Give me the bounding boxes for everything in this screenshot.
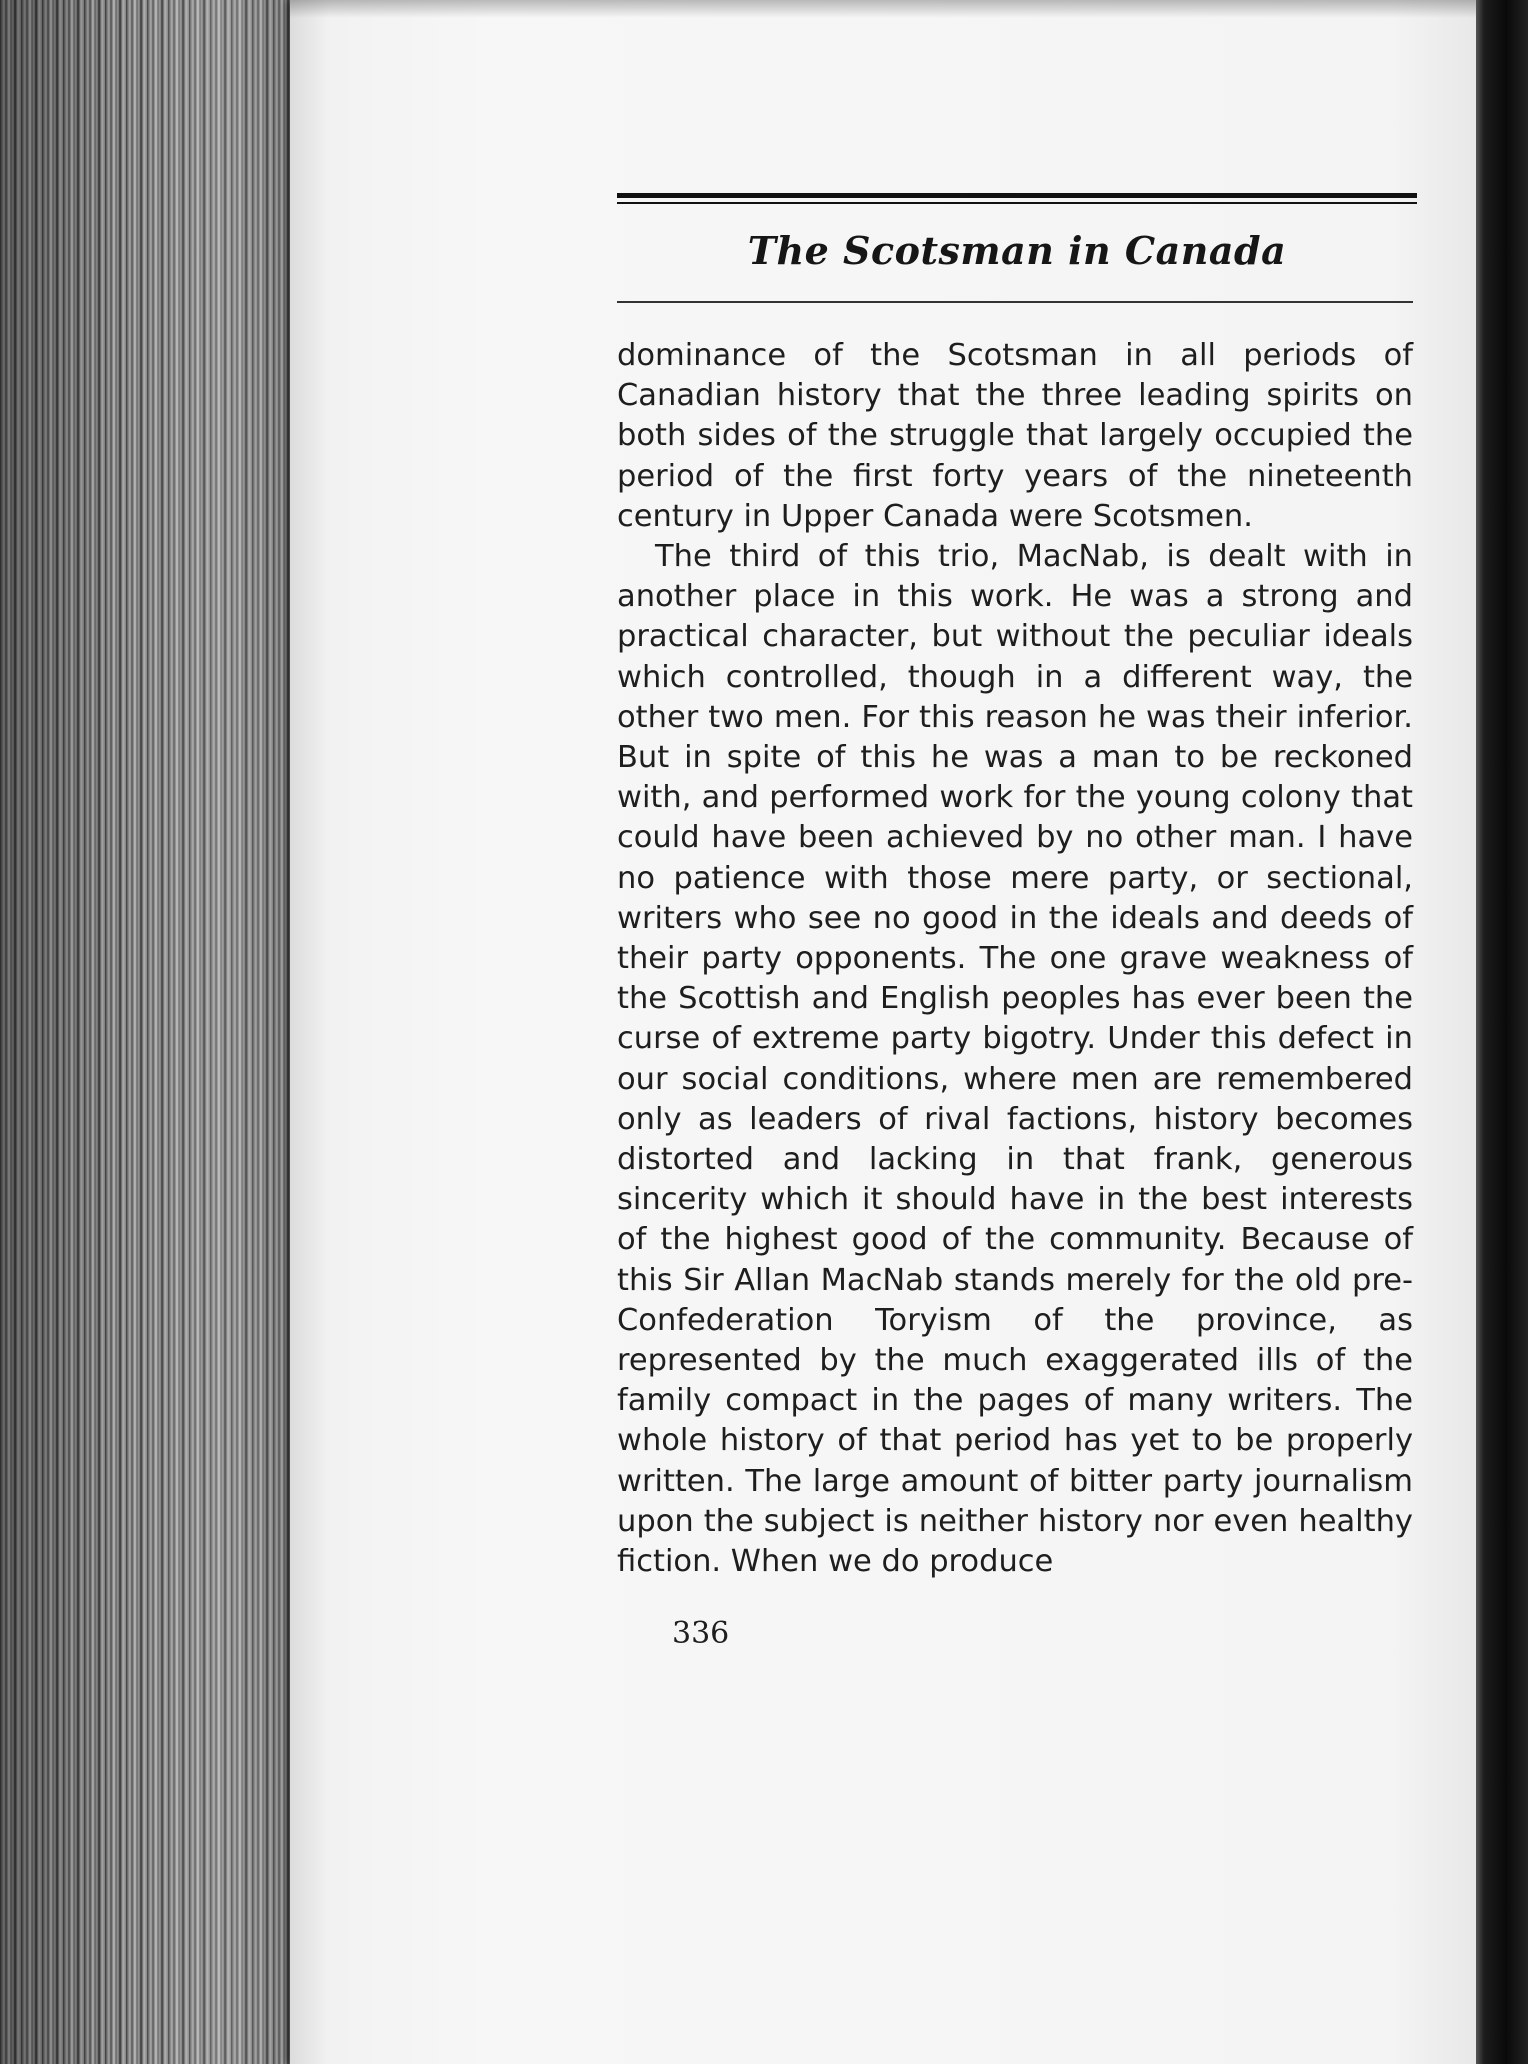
header-rule-thick [617, 193, 1417, 198]
binding-edge [1476, 0, 1528, 2064]
header-rule-thin [617, 202, 1417, 204]
top-shadow [290, 0, 1476, 18]
running-head: The Scotsman in Canada [747, 228, 1287, 273]
paragraph-2: The third of this trio, MacNab, is dealt with in another place in this work. He was a strong and practical character, but without the peculiar ideals which controlled, though in a different way, the other two men. For this reason he was their inferior. But in spite of this he was a man to be reckoned with, and performed work for the young colony that could have been achieved by no other man. I have no patience with those mere party, or sectional, writers who see no good in the ideals and deeds of their party opponents. The one grave weakness of the Scottish and English peoples has ever been the curse of extreme party bigotry. Under this defect in our social conditions, where men are remembered only as leaders of rival factions, history becomes distorted and lacking in that frank, generous sincerity which it should have in the best interests of the highest good of the community. Because of this Sir Allan MacNab stands merely for the old pre-Confederation Toryism of the province, as represented by the much exaggerated ills of the family compact in the pages of many writers. The whole history of that period has yet to be properly written. The large amount of bitter party journalism upon the subject is neither history nor even healthy fiction. When we do produce [617, 539, 1413, 1580]
body-text [617, 336, 1413, 1582]
page-number: 336 [672, 1616, 730, 1651]
page-edges [0, 0, 300, 2064]
header-rule-bottom [617, 301, 1413, 303]
paragraph-1: dominance of the Scotsman in all periods of Canadian history that the three leading spirits on both sides of the struggle that largely occupied the period of the first forty years of the nineteenth century in Upper Canada were Scotsmen. [617, 338, 1413, 534]
